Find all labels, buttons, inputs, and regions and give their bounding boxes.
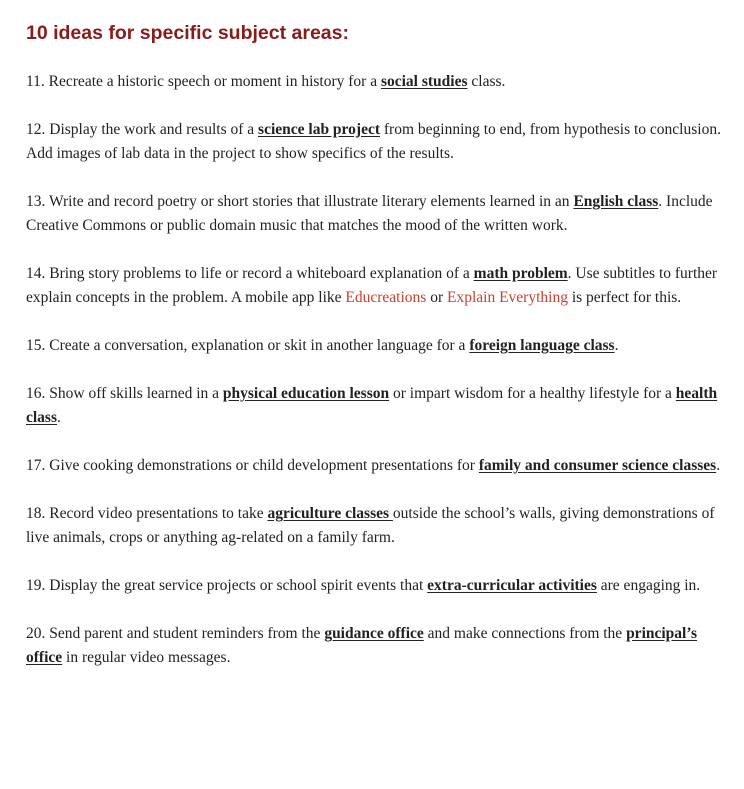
idea-text: 17. Give cooking demonstrations or child development presentations for	[26, 457, 479, 474]
idea-18	[26, 502, 728, 550]
educreations-link[interactable]: Educreations	[345, 289, 427, 306]
idea-text: class.	[467, 73, 506, 90]
idea-text: 19. Display the great service projects or school spirit events that	[26, 577, 428, 594]
guidance-office-link[interactable]: guidance office	[324, 625, 424, 642]
idea-text: 20. Send parent and student reminders from the	[26, 625, 325, 642]
idea-11	[26, 70, 728, 94]
family-consumer-science-link[interactable]: family and consumer science classes	[478, 457, 717, 474]
idea-text: 15. Create a conversation, explanation or skit in another language for a	[26, 337, 470, 354]
idea-12	[26, 118, 728, 166]
idea-text: .	[57, 409, 61, 426]
idea-text: are engaging in.	[596, 577, 701, 594]
idea-text: . Use subtitles to further explain concepts in the problem. A mobile app like	[26, 265, 718, 306]
english-class-link[interactable]: English class	[573, 193, 659, 210]
explain-everything-link[interactable]: Explain Everything	[447, 289, 568, 306]
health-class-link[interactable]: health class	[26, 385, 718, 426]
idea-text: 13. Write and record poetry or short stories that illustrate literary elements learned in an	[26, 193, 574, 210]
social-studies-link[interactable]: social studies	[380, 73, 468, 90]
idea-text: 14. Bring story problems to life or record a whiteboard explanation of a	[26, 265, 474, 282]
article-body	[26, 20, 728, 694]
foreign-language-class-link[interactable]: foreign language class	[469, 337, 615, 354]
idea-text: 16. Show off skills learned in a	[26, 385, 223, 402]
idea-text: is perfect for this.	[567, 289, 682, 306]
idea-text: or	[426, 289, 447, 306]
idea-text: 12. Display the work and results of a	[26, 121, 259, 138]
idea-text: and make connections from the	[423, 625, 627, 642]
extra-curricular-activities-link[interactable]: extra-curricular activities	[427, 577, 597, 594]
idea-14	[26, 262, 728, 310]
idea-19	[26, 574, 728, 598]
idea-text: . Include Creative Commons or public domain music that matches the mood of the written work.	[26, 193, 713, 234]
math-problem-link[interactable]: math problem	[473, 265, 568, 282]
section-heading: 10 ideas for specific subject areas:	[26, 22, 349, 44]
idea-text: outside the school’s walls, giving demonstrations of live animals, crops or anything ag-related on a family farm.	[26, 505, 715, 546]
idea-text: .	[614, 337, 619, 354]
idea-17	[26, 454, 728, 478]
idea-text: in regular video messages.	[62, 649, 231, 666]
idea-text: 18. Record video presentations to take	[26, 505, 268, 522]
idea-15	[26, 334, 728, 358]
idea-16	[26, 382, 728, 430]
physical-education-lesson-link[interactable]: physical education lesson	[222, 385, 390, 402]
idea-text: 11. Recreate a historic speech or moment in history for a	[26, 73, 381, 90]
science-lab-project-link[interactable]: science lab project	[258, 121, 380, 138]
agriculture-classes-link[interactable]: agriculture classes	[267, 505, 393, 522]
idea-20	[26, 622, 728, 670]
principals-office-link[interactable]: principal’s office	[26, 625, 697, 666]
idea-text: or impart wisdom for a healthy lifestyle for a	[389, 385, 676, 402]
idea-13	[26, 190, 728, 238]
idea-text: from beginning to end, from hypothesis to conclusion. Add images of lab data in the project to show specifics of the results.	[26, 121, 721, 162]
idea-text: .	[716, 457, 721, 474]
